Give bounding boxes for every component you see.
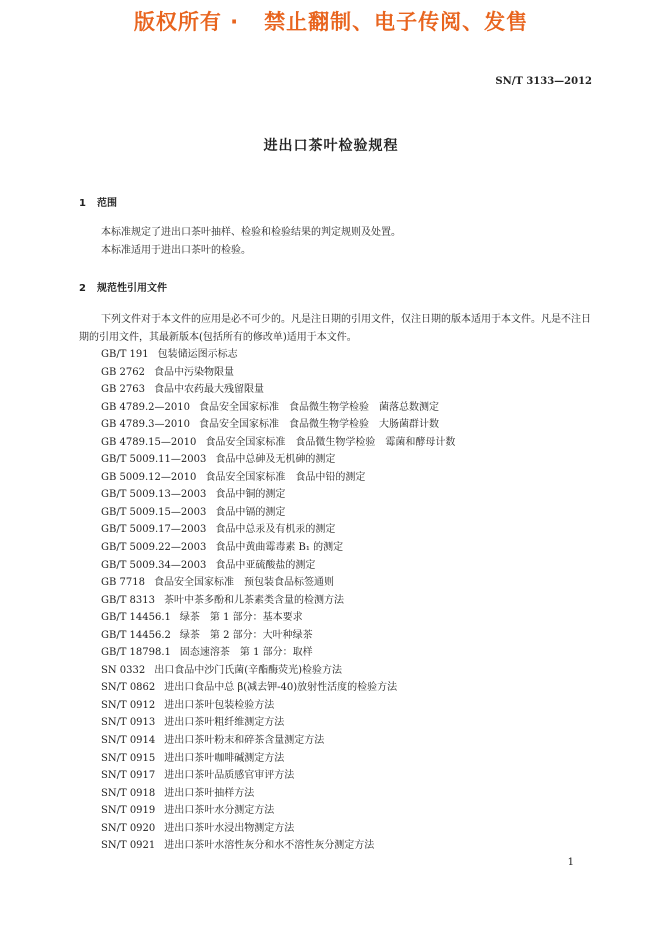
paragraph: 下列文件对于本文件的应用是必不可少的。凡是注日期的引用文件，仅注日期的版本适用于本文件。凡是不注日期的引用文件，其最新版本(包括所有的修改单)适用于本文件。 — [79, 314, 591, 343]
reference-code: GB/T 14456.1 — [101, 612, 171, 624]
reference-title: 食品中污染物限量 — [153, 366, 234, 378]
section-heading-references — [79, 279, 167, 294]
reference-code: SN/T 0914 — [101, 735, 156, 747]
reference-code: GB 4789.3—2010 — [101, 419, 190, 431]
reference-item — [101, 732, 591, 750]
reference-item — [101, 381, 591, 399]
section-heading-scope — [79, 194, 117, 209]
reference-title: 绿茶 第 2 部分：大叶种绿茶 — [179, 629, 313, 641]
reference-title: 食品中黄曲霉毒素 B₁ 的测定 — [215, 542, 344, 554]
reference-item — [101, 486, 591, 504]
reference-code: GB/T 5009.13—2003 — [101, 489, 207, 501]
reference-title: 食品中总砷及无机砷的测定 — [215, 454, 336, 466]
reference-item — [101, 574, 591, 592]
reference-title: 进出口茶叶粉末和碎茶含量测定方法 — [164, 735, 325, 747]
reference-item — [101, 697, 591, 715]
reference-code: GB/T 5009.34—2003 — [101, 559, 207, 571]
reference-item — [101, 521, 591, 539]
reference-item — [101, 364, 591, 382]
reference-item — [101, 434, 591, 452]
reference-code: GB/T 5009.11—2003 — [101, 454, 207, 466]
reference-code: SN/T 0921 — [101, 840, 156, 852]
section-number: 2 — [79, 283, 86, 294]
reference-list — [101, 346, 591, 855]
reference-code: GB 2762 — [101, 366, 145, 378]
reference-title: 食品中镉的测定 — [215, 506, 286, 518]
reference-code: SN/T 0919 — [101, 805, 156, 817]
reference-item — [101, 767, 591, 785]
reference-item — [101, 802, 591, 820]
reference-code: GB/T 5009.22—2003 — [101, 542, 207, 554]
reference-code: SN/T 0920 — [101, 822, 156, 834]
paragraph: 本标准规定了进出口茶叶抽样、检验和检验结果的判定规则及处置。 — [101, 227, 401, 238]
reference-code: GB 4789.15—2010 — [101, 436, 197, 448]
reference-item — [101, 469, 591, 487]
reference-title: 食品安全国家标准 食品微生物学检验 霉菌和酵母计数 — [205, 436, 456, 448]
reference-code: SN/T 0917 — [101, 770, 156, 782]
section-title: 规范性引用文件 — [97, 283, 167, 294]
section-body-references — [79, 311, 591, 346]
reference-item — [101, 714, 591, 732]
section-title: 范围 — [97, 198, 117, 209]
reference-item — [101, 627, 591, 645]
reference-title: 包装储运图示标志 — [157, 349, 238, 360]
reference-code: GB/T 5009.17—2003 — [101, 524, 207, 536]
reference-title: 进出口茶叶抽样方法 — [164, 787, 255, 799]
paragraph: 本标准适用于进出口茶叶的检验。 — [101, 244, 251, 256]
reference-title: 进出口茶叶粗纤维测定方法 — [164, 717, 285, 729]
reference-code: GB/T 191 — [101, 349, 149, 360]
reference-item — [101, 644, 591, 662]
reference-item — [101, 837, 591, 855]
reference-code: GB/T 14456.2 — [101, 629, 171, 641]
reference-item — [101, 662, 591, 680]
reference-code: GB 4789.2—2010 — [101, 401, 190, 413]
reference-code: GB 5009.12—2010 — [101, 471, 197, 483]
reference-item — [101, 451, 591, 469]
reference-title: 进出口茶叶品质感官审评方法 — [164, 770, 295, 782]
section-body-scope — [79, 224, 591, 259]
reference-item — [101, 679, 591, 697]
reference-title: 食品中铜的测定 — [215, 489, 286, 501]
reference-title: 食品安全国家标准 预包装食品标签通则 — [153, 577, 334, 589]
reference-code: GB 7718 — [101, 577, 145, 589]
reference-title: 茶叶中茶多酚和儿茶素类含量的检测方法 — [164, 594, 345, 606]
reference-item — [101, 609, 591, 627]
reference-item — [101, 504, 591, 522]
reference-item — [101, 346, 591, 364]
reference-title: 食品安全国家标准 食品中铅的测定 — [205, 471, 366, 483]
reference-code: SN/T 0862 — [101, 682, 156, 694]
document-title: 进出口茶叶检验规程 — [263, 138, 399, 154]
reference-code: GB/T 5009.15—2003 — [101, 506, 207, 518]
reference-title: 进出口茶叶咖啡碱测定方法 — [164, 752, 285, 764]
reference-item — [101, 539, 591, 557]
standard-code: SN/T 3133—2012 — [495, 76, 592, 87]
reference-item — [101, 592, 591, 610]
reference-title: 进出口茶叶水浸出物测定方法 — [164, 822, 295, 834]
page-number: 1 — [567, 857, 574, 868]
reference-item — [101, 399, 591, 417]
reference-code: SN/T 0918 — [101, 787, 156, 799]
section-number: 1 — [79, 198, 86, 209]
reference-code: GB 2763 — [101, 384, 145, 396]
reference-item — [101, 785, 591, 803]
reference-title: 食品中总汞及有机汞的测定 — [215, 524, 336, 536]
reference-item — [101, 820, 591, 838]
reference-item — [101, 416, 591, 434]
reference-title: 固态速溶茶 第 1 部分：取样 — [179, 647, 313, 659]
reference-title: 进出口茶叶水分测定方法 — [164, 805, 275, 817]
reference-title: 食品安全国家标准 食品微生物学检验 菌落总数测定 — [198, 401, 439, 413]
reference-code: SN/T 0913 — [101, 717, 156, 729]
reference-title: 食品中农药最大残留限量 — [153, 384, 264, 396]
reference-title: 绿茶 第 1 部分：基本要求 — [179, 612, 303, 624]
reference-title: 出口食品中沙门氏菌(辛酯酶荧光)检验方法 — [154, 664, 343, 676]
watermark-banner: 版权所有 · 禁止翻制、电子传阅、发售 — [133, 10, 529, 34]
reference-item — [101, 557, 591, 575]
reference-code: GB/T 8313 — [101, 594, 156, 606]
reference-code: GB/T 18798.1 — [101, 647, 171, 659]
reference-code: SN/T 0915 — [101, 752, 156, 764]
reference-title: 进出口食品中总 β(减去钾-40)放射性活度的检验方法 — [164, 682, 398, 694]
reference-title: 进出口茶叶水溶性灰分和水不溶性灰分测定方法 — [164, 840, 375, 852]
reference-code: SN 0332 — [101, 664, 146, 676]
reference-title: 食品中亚硫酸盐的测定 — [215, 559, 316, 571]
reference-title: 进出口茶叶包装检验方法 — [164, 699, 275, 711]
reference-item — [101, 750, 591, 768]
reference-code: SN/T 0912 — [101, 699, 156, 711]
reference-title: 食品安全国家标准 食品微生物学检验 大肠菌群计数 — [198, 419, 439, 431]
